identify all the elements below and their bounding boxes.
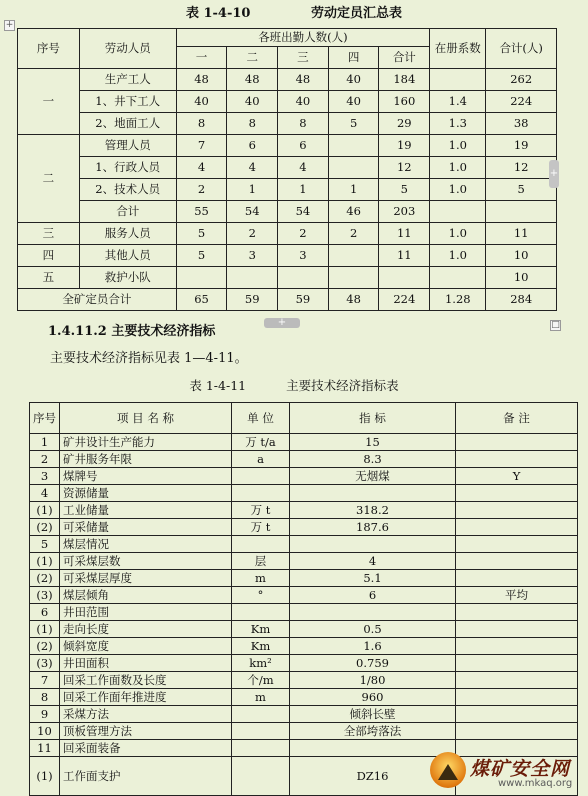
cell: 11: [379, 245, 430, 267]
cell: [430, 267, 486, 289]
cell: [328, 157, 379, 179]
table-row: [30, 485, 578, 502]
row-item: 倾斜宽度: [60, 638, 232, 655]
table-row: [18, 201, 557, 223]
row-unit: [232, 723, 290, 740]
row-unit: [232, 485, 290, 502]
row-seq: (1): [30, 757, 60, 796]
row-index: [290, 485, 456, 502]
cell: 55: [176, 201, 227, 223]
cell: 12: [486, 157, 557, 179]
row-seq: 7: [30, 672, 60, 689]
row-item: 回采面装备: [60, 740, 232, 757]
table-row: [30, 638, 578, 655]
row-index: 8.3: [290, 451, 456, 468]
header-shift-group: 各班出勤人数(人): [176, 29, 429, 47]
row-item: 可采储量: [60, 519, 232, 536]
cell: [430, 69, 486, 91]
cell: 1.0: [430, 223, 486, 245]
row-seq: 8: [30, 689, 60, 706]
table-row: [30, 689, 578, 706]
cell: 8: [176, 113, 227, 135]
header-shift-2: 二: [227, 47, 278, 69]
row-index: 1/80: [290, 672, 456, 689]
row-item: 矿井设计生产能力: [60, 434, 232, 451]
row-name: 其他人员: [79, 245, 176, 267]
row-unit: 万 t: [232, 519, 290, 536]
header-shift-3: 三: [278, 47, 329, 69]
row-item: 工业储量: [60, 502, 232, 519]
table-row: [30, 672, 578, 689]
table1-caption: 劳动定员汇总表: [311, 6, 403, 21]
table-row: [18, 91, 557, 113]
row-unit: [232, 536, 290, 553]
row-seq: (3): [30, 587, 60, 604]
row-item: 可采煤层厚度: [60, 570, 232, 587]
row-unit: km²: [232, 655, 290, 672]
header-onroll: 在册系数: [430, 29, 486, 69]
table-row: [18, 113, 557, 135]
cell: 5: [176, 245, 227, 267]
row-item: 回采工作面数及长度: [60, 672, 232, 689]
cell: [379, 267, 430, 289]
row-name: 管理人员: [79, 135, 176, 157]
header-shift-sum: 合计: [379, 47, 430, 69]
table-row: [30, 604, 578, 621]
cell: 7: [176, 135, 227, 157]
cell: 2: [176, 179, 227, 201]
row-seq: (2): [30, 519, 60, 536]
cell: 40: [176, 91, 227, 113]
cell: 160: [379, 91, 430, 113]
add-row-handle[interactable]: +: [264, 318, 300, 328]
header-index: 指 标: [290, 403, 456, 434]
row-item: 煤牌号: [60, 468, 232, 485]
cell: 12: [379, 157, 430, 179]
cell: 262: [486, 69, 557, 91]
row-note: [456, 655, 578, 672]
row-item: 可采煤层数: [60, 553, 232, 570]
cell: 1.3: [430, 113, 486, 135]
row-seq: (2): [30, 570, 60, 587]
cell: 1.0: [430, 179, 486, 201]
cell: 224: [379, 289, 430, 311]
cell: 224: [486, 91, 557, 113]
cell: 19: [379, 135, 430, 157]
cell: 4: [278, 157, 329, 179]
header-seq: 序号: [30, 403, 60, 434]
row-note: [456, 434, 578, 451]
cell: 203: [379, 201, 430, 223]
table-row: [18, 69, 557, 91]
row-seq: 11: [30, 740, 60, 757]
header-item: 项 目 名 称: [60, 403, 232, 434]
row-unit: 个/m: [232, 672, 290, 689]
cell: 48: [278, 69, 329, 91]
cell: 2: [278, 223, 329, 245]
cell: 48: [227, 69, 278, 91]
watermark-text: 煤矿安全网: [470, 758, 571, 780]
table-row: [30, 655, 578, 672]
cell: 1: [278, 179, 329, 201]
table2-caption: 主要技术经济指标表: [286, 378, 399, 393]
row-seq: 3: [30, 468, 60, 485]
row-seq: (1): [30, 553, 60, 570]
header-shift-4: 四: [328, 47, 379, 69]
labor-staffing-table: [17, 28, 557, 311]
cell: 5: [486, 179, 557, 201]
row-unit: [232, 757, 290, 796]
row-unit: [232, 740, 290, 757]
row-unit: m: [232, 689, 290, 706]
cell: 5: [176, 223, 227, 245]
row-index: [290, 604, 456, 621]
row-index: 0.759: [290, 655, 456, 672]
cell: 4: [227, 157, 278, 179]
table2-title: [0, 376, 588, 394]
row-note: [456, 672, 578, 689]
row-name: 服务人员: [79, 223, 176, 245]
row-index: [290, 536, 456, 553]
cell: 59: [278, 289, 329, 311]
table-row: [30, 451, 578, 468]
table2-number: 表 1-4-11: [189, 378, 247, 393]
row-unit: Km: [232, 638, 290, 655]
cell: 3: [278, 245, 329, 267]
cell: 1: [227, 179, 278, 201]
table-row: [30, 502, 578, 519]
table-row: [30, 434, 578, 451]
row-note: [456, 553, 578, 570]
row-index: 全部垮落法: [290, 723, 456, 740]
row-index: 318.2: [290, 502, 456, 519]
header-unit: 单 位: [232, 403, 290, 434]
header-note: 备 注: [456, 403, 578, 434]
table-row: [18, 135, 557, 157]
cell: 38: [486, 113, 557, 135]
row-unit: 万 t: [232, 502, 290, 519]
site-watermark-logo: [428, 748, 588, 794]
cell: 1: [328, 179, 379, 201]
cell: 284: [486, 289, 557, 311]
row-name: 1、井下工人: [79, 91, 176, 113]
row-index: 6: [290, 587, 456, 604]
cell: 1.0: [430, 157, 486, 179]
table-row: [30, 468, 578, 485]
header-total: 合计(人): [486, 29, 557, 69]
table-row: [30, 621, 578, 638]
cell: 54: [278, 201, 329, 223]
row-seq: 2: [30, 451, 60, 468]
row-seq: 一: [18, 69, 80, 135]
row-seq: 二: [18, 135, 80, 223]
cell: 4: [176, 157, 227, 179]
cell: [328, 267, 379, 289]
cell: 1.0: [430, 245, 486, 267]
row-item: 采煤方法: [60, 706, 232, 723]
mountain-icon: [438, 764, 458, 780]
row-note: [456, 621, 578, 638]
cell: 184: [379, 69, 430, 91]
cell: 1.28: [430, 289, 486, 311]
row-unit: m: [232, 570, 290, 587]
table-row: [30, 587, 578, 604]
cell: 40: [328, 91, 379, 113]
row-note: Y: [456, 468, 578, 485]
row-item: 井田面积: [60, 655, 232, 672]
table-row: [30, 536, 578, 553]
cell: 19: [486, 135, 557, 157]
cell: 5: [379, 179, 430, 201]
row-name: 2、地面工人: [79, 113, 176, 135]
cell: 6: [278, 135, 329, 157]
row-index: 倾斜长壁: [290, 706, 456, 723]
cell: 5: [328, 113, 379, 135]
cell: 8: [278, 113, 329, 135]
cell: 65: [176, 289, 227, 311]
cell: 6: [227, 135, 278, 157]
row-note: [456, 536, 578, 553]
cell: 59: [227, 289, 278, 311]
row-item: 矿井服务年限: [60, 451, 232, 468]
cell: 10: [486, 245, 557, 267]
cell: [430, 201, 486, 223]
row-seq: 三: [18, 223, 80, 245]
table-resize-handle[interactable]: □: [551, 320, 560, 330]
row-seq: 1: [30, 434, 60, 451]
cell: 2: [227, 223, 278, 245]
row-seq: 9: [30, 706, 60, 723]
row-note: [456, 519, 578, 536]
section-heading: 1.4.11.2 主要技术经济指标: [48, 324, 216, 339]
row-note: [456, 689, 578, 706]
row-note: [456, 485, 578, 502]
table-row: [18, 179, 557, 201]
row-note: 平均: [456, 587, 578, 604]
row-unit: a: [232, 451, 290, 468]
cell: 54: [227, 201, 278, 223]
cell: 40: [328, 69, 379, 91]
row-note: [456, 706, 578, 723]
table1-number: 表 1-4-10: [185, 6, 251, 21]
table-row: [18, 157, 557, 179]
row-name: 1、行政人员: [79, 157, 176, 179]
row-item: 井田范围: [60, 604, 232, 621]
row-note: [456, 604, 578, 621]
cell: [176, 267, 227, 289]
row-item: 工作面支护: [60, 757, 232, 796]
cell: 46: [328, 201, 379, 223]
cell: [227, 267, 278, 289]
add-column-handle[interactable]: +: [549, 160, 559, 188]
row-note: [456, 451, 578, 468]
row-item: 走向长度: [60, 621, 232, 638]
row-unit: 万 t/a: [232, 434, 290, 451]
row-unit: °: [232, 587, 290, 604]
cell: 29: [379, 113, 430, 135]
table-row: [18, 223, 557, 245]
row-item: 回采工作面年推进度: [60, 689, 232, 706]
cell: 1.4: [430, 91, 486, 113]
cell: 11: [379, 223, 430, 245]
row-index: 5.1: [290, 570, 456, 587]
row-note: [456, 723, 578, 740]
row-seq: (1): [30, 621, 60, 638]
cell: 40: [227, 91, 278, 113]
row-index: 187.6: [290, 519, 456, 536]
table-row: [18, 245, 557, 267]
row-item: 资源储量: [60, 485, 232, 502]
row-index: DZ16: [290, 757, 456, 796]
row-seq: (3): [30, 655, 60, 672]
cell: 40: [278, 91, 329, 113]
row-seq: 四: [18, 245, 80, 267]
table-row: [30, 723, 578, 740]
row-seq: 4: [30, 485, 60, 502]
row-index: 1.6: [290, 638, 456, 655]
footer-label: 全矿定员合计: [18, 289, 177, 311]
row-index: 0.5: [290, 621, 456, 638]
row-name: 合计: [79, 201, 176, 223]
cell: 48: [176, 69, 227, 91]
row-name: 2、技术人员: [79, 179, 176, 201]
row-name: 救护小队: [79, 267, 176, 289]
row-unit: [232, 604, 290, 621]
header-seq: 序号: [18, 29, 80, 69]
table-footer-row: [18, 289, 557, 311]
row-note: [456, 570, 578, 587]
cell: 3: [227, 245, 278, 267]
row-item: 顶板管理方法: [60, 723, 232, 740]
cell: 10: [486, 267, 557, 289]
cell: 48: [328, 289, 379, 311]
body-paragraph: 主要技术经济指标见表 1—4-11。: [50, 351, 248, 366]
row-note: [456, 638, 578, 655]
table1-title: [0, 2, 588, 21]
row-unit: Km: [232, 621, 290, 638]
row-note: [456, 502, 578, 519]
table-move-handle[interactable]: +: [5, 20, 14, 30]
row-seq: (2): [30, 638, 60, 655]
row-seq: 5: [30, 536, 60, 553]
row-unit: 层: [232, 553, 290, 570]
cell: 11: [486, 223, 557, 245]
row-name: 生产工人: [79, 69, 176, 91]
table-row: [30, 570, 578, 587]
row-item: 煤层情况: [60, 536, 232, 553]
row-seq: 6: [30, 604, 60, 621]
table-row: [18, 267, 557, 289]
row-index: 960: [290, 689, 456, 706]
cell: [486, 201, 557, 223]
row-seq: (1): [30, 502, 60, 519]
row-unit: [232, 468, 290, 485]
cell: [328, 135, 379, 157]
cell: 8: [227, 113, 278, 135]
row-index: 15: [290, 434, 456, 451]
cell: 2: [328, 223, 379, 245]
watermark-url: www.mkaq.org: [498, 778, 573, 789]
header-staff: 劳动人员: [79, 29, 176, 69]
table-row: [30, 706, 578, 723]
row-index: 无烟煤: [290, 468, 456, 485]
table-row: [30, 519, 578, 536]
cell: 1.0: [430, 135, 486, 157]
row-seq: 10: [30, 723, 60, 740]
row-unit: [232, 706, 290, 723]
row-index: 4: [290, 553, 456, 570]
table-row: [30, 553, 578, 570]
row-item: 煤层倾角: [60, 587, 232, 604]
tech-economic-indicators-table: [29, 402, 578, 796]
cell: [328, 245, 379, 267]
cell: [278, 267, 329, 289]
header-shift-1: 一: [176, 47, 227, 69]
row-seq: 五: [18, 267, 80, 289]
